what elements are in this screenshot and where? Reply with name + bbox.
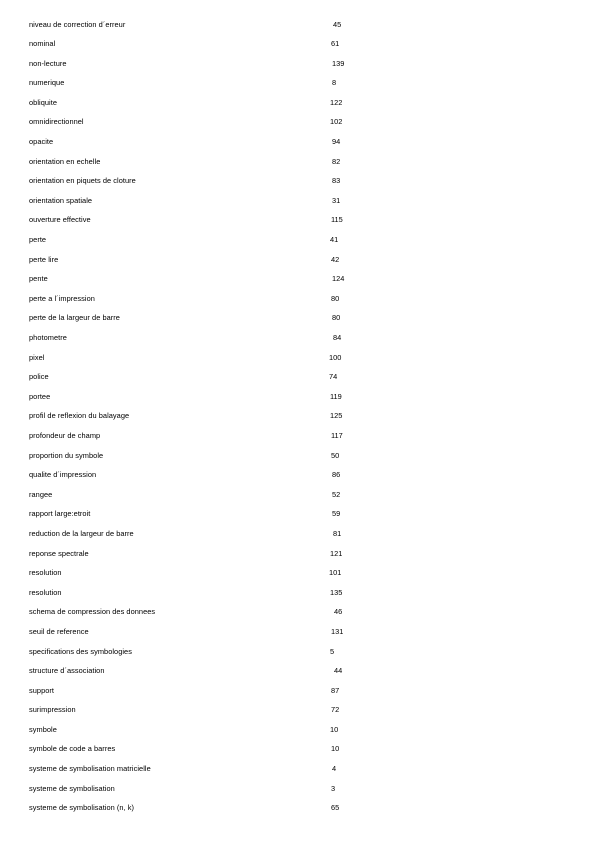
index-term: seuil de reference (29, 626, 89, 636)
index-term: perte (29, 235, 47, 245)
index-term: photometre (29, 333, 67, 342)
index-page-number: 45 (333, 19, 342, 29)
index-term: profondeur de champ (29, 430, 101, 440)
index-page-number: 10 (331, 744, 340, 754)
index-entry (0, 430, 595, 450)
index-entry (0, 646, 595, 666)
index-page-number: 41 (330, 235, 339, 245)
index-entry (0, 665, 595, 685)
index-page-number: 119 (330, 391, 342, 401)
index-term: niveau de correction d´erreur (29, 19, 126, 29)
index-page-number: 80 (331, 293, 340, 303)
index-page-number: 115 (331, 215, 343, 225)
index-term: reduction de la largeur de barre (29, 528, 134, 538)
index-page-number: 122 (330, 97, 343, 107)
index-term: perte a l´impression (29, 293, 95, 303)
index-term: surimpression (29, 705, 76, 715)
index-term: systeme de symbolisation (n, k) (29, 803, 135, 813)
index-page-number: 86 (332, 470, 341, 480)
index-entry (0, 175, 595, 195)
index-entry (0, 606, 595, 626)
index-term: ouverture effective (29, 215, 91, 225)
index-page-number: 101 (329, 568, 342, 578)
index-term: police (29, 372, 49, 382)
index-entry (0, 38, 595, 58)
index-entry (0, 214, 595, 234)
index-entry (0, 450, 595, 470)
index-term: specifications des symbologies (29, 646, 132, 656)
index-entry (0, 391, 595, 411)
index-term: rangee (29, 489, 53, 499)
index-term: systeme de symbolisation matricielle (29, 764, 151, 774)
index-entry (0, 508, 595, 528)
index-entry (0, 97, 595, 117)
index-entry (0, 410, 595, 430)
index-page-number: 65 (331, 803, 340, 813)
index-entry (0, 587, 595, 607)
index-term: support (29, 685, 55, 695)
index-term: pente (29, 274, 48, 284)
index-entry (0, 332, 595, 352)
index-page-number: 102 (330, 117, 343, 127)
index-entry (0, 469, 595, 489)
index-page-number: 4 (332, 764, 337, 774)
index-page-number: 46 (334, 607, 343, 617)
index-page-number: 3 (331, 783, 336, 793)
index-page-number: 59 (332, 509, 341, 519)
index-term: resolution (29, 587, 62, 597)
index-term: reponse spectrale (29, 548, 89, 558)
index-term: orientation en echelle (29, 156, 101, 166)
index-entry (0, 743, 595, 763)
index-page-number: 10 (330, 724, 339, 734)
index-page-number: 131 (331, 626, 344, 636)
index-entry (0, 802, 595, 822)
index-term: schema de compression des donnees (29, 607, 156, 617)
index-entry (0, 254, 595, 274)
index-term: resolution (29, 568, 62, 578)
index-term: profil de reflexion du balayage (29, 411, 130, 421)
index-page-number: 125 (330, 411, 343, 421)
index-page-number: 83 (332, 176, 341, 186)
index-term: perte de la largeur de barre (29, 313, 120, 323)
index-entry (0, 763, 595, 783)
index-entry (0, 567, 595, 587)
index-entry (0, 116, 595, 136)
index-term: orientation en piquets de cloture (29, 176, 136, 186)
index-page-number: 84 (333, 333, 342, 342)
index-entry (0, 77, 595, 97)
index-term: nominal (29, 39, 56, 49)
index-entry (0, 371, 595, 391)
index-entry (0, 489, 595, 509)
index-entry (0, 58, 595, 78)
index-page-number: 94 (332, 137, 341, 147)
index-term: numerique (29, 78, 65, 88)
index-term: symbole de code a barres (29, 744, 116, 754)
index-entry (0, 548, 595, 568)
index-page-number: 135 (330, 587, 343, 597)
index-term: symbole (29, 724, 57, 734)
index-page-number: 44 (334, 666, 343, 676)
index-page-number: 81 (333, 528, 342, 538)
index-page-number: 61 (331, 39, 340, 49)
index-term: portee (29, 391, 51, 401)
index-page-number: 121 (330, 548, 343, 558)
index-term: obliquite (29, 97, 57, 107)
index-term: orientation spatiale (29, 195, 93, 205)
index-entry (0, 293, 595, 313)
index-term: opacite (29, 137, 54, 147)
index-term: rapport large:etroit (29, 509, 91, 519)
index-entry (0, 626, 595, 646)
index-page-number: 8 (332, 78, 337, 88)
index-page-number: 117 (331, 430, 343, 440)
index-page-number: 87 (331, 685, 340, 695)
index-page-number: 31 (332, 195, 341, 205)
index-page-number: 74 (329, 372, 338, 382)
index-page-number: 124 (332, 274, 345, 284)
index-list (0, 19, 595, 822)
index-entry (0, 783, 595, 803)
index-term: proportion du symbole (29, 450, 104, 460)
index-term: perte lire (29, 254, 59, 264)
index-page-number: 52 (332, 489, 341, 499)
index-entry (0, 156, 595, 176)
index-page-number: 72 (331, 705, 340, 715)
index-term: omnidirectionnel (29, 117, 84, 127)
index-entry (0, 724, 595, 744)
index-page-number: 80 (332, 313, 341, 323)
index-entry (0, 352, 595, 372)
index-page-number: 50 (331, 450, 340, 460)
index-entry (0, 234, 595, 254)
index-term: non-lecture (29, 58, 67, 68)
index-entry (0, 312, 595, 332)
index-page-number: 82 (332, 156, 341, 166)
index-entry (0, 528, 595, 548)
index-entry (0, 685, 595, 705)
index-term: qualite d´impression (29, 470, 97, 480)
index-page-number: 5 (330, 646, 335, 656)
index-entry (0, 704, 595, 724)
index-entry (0, 273, 595, 293)
index-entry (0, 19, 595, 39)
index-term: pixel (29, 352, 45, 362)
index-term: structure d´association (29, 666, 105, 676)
index-term: systeme de symbolisation (29, 783, 115, 793)
index-page-number: 139 (332, 58, 345, 68)
index-entry (0, 195, 595, 215)
index-page-number: 42 (331, 254, 340, 264)
index-entry (0, 136, 595, 156)
index-page-number: 100 (329, 352, 342, 362)
